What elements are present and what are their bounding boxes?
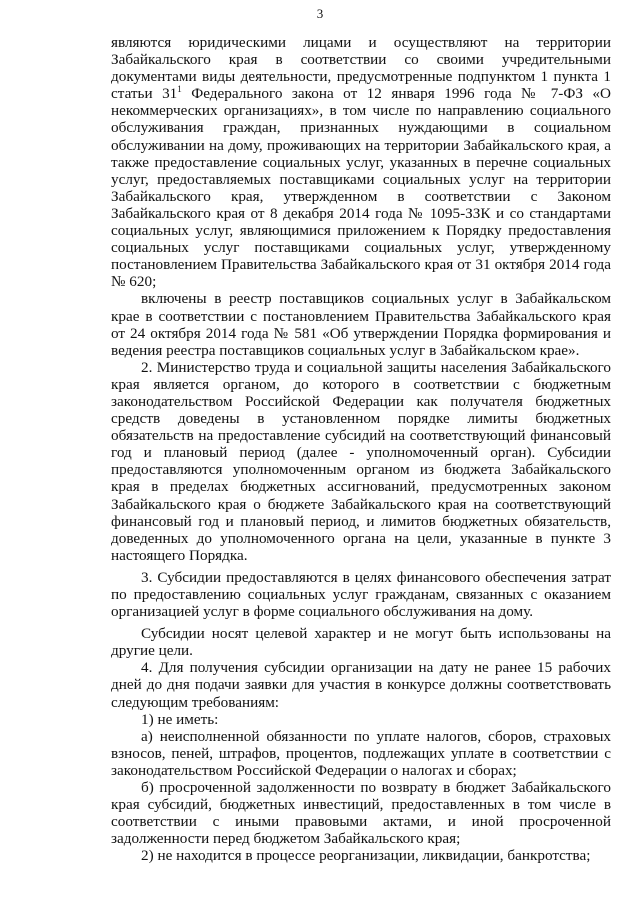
paragraph-subitem-b: б) просроченной задолженности по возврату в бюджет Забайкальского края субсидий, бюджетных инвестиций, предоставленных в том числе в соответствии с иными правовыми актами, и иной просроченной задолженности перед бюджетом Забайкальского края; [111,779,611,848]
document-body [111,34,611,865]
paragraph-registry: включены в реестр поставщиков социальных услуг в Забайкальском крае в соответствии с постановлением Правительства Забайкальского края от 24 октября 2014 года № 581 «Об утверждении Порядка формирования и ведения реестра поставщиков социальных услуг в Забайкальском крае». [111,290,611,359]
paragraph-item-3: 3. Субсидии предоставляются в целях финансового обеспечения затрат по предоставлению социальных услуг гражданам, связанных с оказанием организацией услуг в форме социального обслуживания на дому. [111,568,611,621]
paragraph-subitem-a: а) неисполненной обязанности по уплате налогов, сборов, страховых взносов, пеней, штрафов, процентов, подлежащих уплате в соответствии с законодательством Российской Федерации о налогах и сборах; [111,727,611,779]
paragraph-target-purpose: Субсидии носят целевой характер и не могут быть использованы на другие цели. [111,625,611,660]
paragraph-item-4: 4. Для получения субсидии организации на дату не ранее 15 рабочих дней до дня подачи заявки для участия в конкурсе должны соответствовать следующим требованиям: [111,659,611,711]
page-number: 3 [316,6,324,21]
paragraph-continuation: являются юридическими лицами и осуществляют на территории Забайкальского края в соответствии со своими учредительными документами виды деятельности, предусмотренные подпунктом 1 пункта 1 статьи $31^1$ Федерального закона от 12 января 1996 года № 7-ФЗ «О некоммерческих организациях», в том числе по направлению социального обслуживания граждан, признанных нуждающими в социальном обслуживании на дому, проживающих на территории Забайкальского края, а также предоставление социальных услуг, указанных в перечне социальных услуг, предоставляемых поставщиками социальных услуг на территории Забайкальского края, утвержденном в соответствии с Законом Забайкальского края от 8 декабря 2014 года № 1095-ЗЗК и со стандартами социальных услуг, являющимися приложением к Порядку предоставления социальных услуг поставщиками социальных услуг, утвержденному постановлением Правительства Забайкальского края от 31 октября 2014 года № 620; [111,34,611,291]
paragraph-item-2: 2. Министерство труда и социальной защиты населения Забайкальского края является органом, до которого в соответствии с бюджетным законодательством Российской Федерации как получателя бюджетных средств доведены в установленном порядке лимиты бюджетных обязательств на предоставление субсидий на соответствующий финансовый год и плановый период (далее - уполномоченный орган). Субсидии предоставляются уполномоченным органом из бюджета Забайкальского края в пределах бюджетных ассигнований, предусмотренных законом Забайкальского края о бюджете Забайкальского края на соответствующий финансовый год и плановый период, и лимитов бюджетных обязательств, доведенных до уполномоченного органа на цели, указанные в пункте 3 настоящего Порядка. [111,358,611,564]
paragraph-subitem-2: 2) не находится в процессе реорганизации, ликвидации, банкротства; [141,847,591,865]
paragraph-subitem-1: 1) не иметь: [141,710,219,728]
footnote-superscript: 1 [177,84,182,95]
